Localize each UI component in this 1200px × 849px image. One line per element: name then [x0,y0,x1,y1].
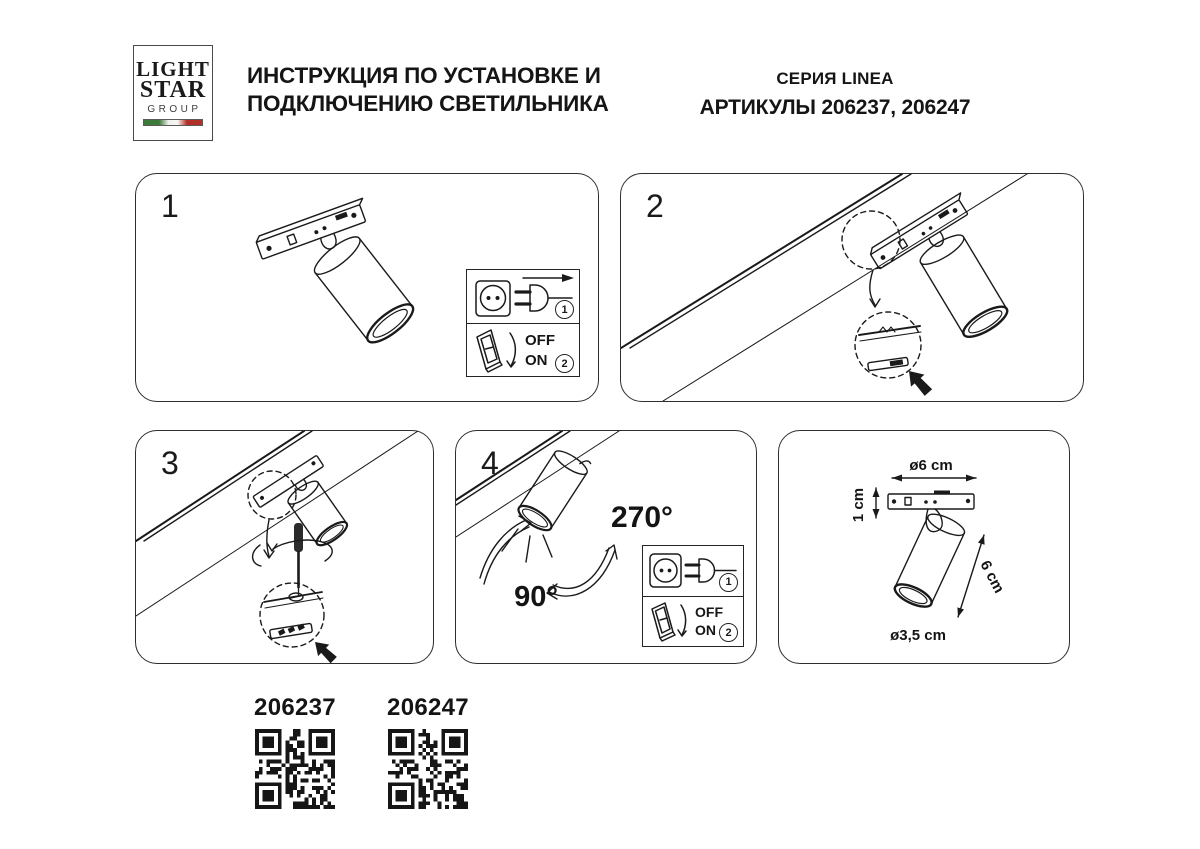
step-3-illustration [136,431,433,663]
light-rays [502,529,552,562]
qr-code [255,729,335,809]
step-2-illustration [621,174,1083,401]
logo-word-light: LIGHT [136,57,210,82]
detail-circle [260,583,324,647]
off-label: OFF [695,604,723,621]
body-diameter-label: ø3,5 cm [890,627,946,644]
step-4-panel [455,430,757,664]
logo-word-group: GROUP [147,103,202,115]
plug-in-step [643,546,743,596]
pointer-arrow [253,520,274,566]
track-rail [621,174,1027,401]
spotlight-body [310,231,419,348]
step-3-panel [135,430,434,664]
step-badge-2: 2 [719,623,738,642]
on-label: ON [695,622,716,639]
article-numbers: АРТИКУЛЫ 206237, 206247 [699,96,971,119]
qr-block-206247 [378,694,478,814]
qr-code [388,729,468,809]
step-2-number: 2 [646,188,664,224]
step-badge-1: 1 [719,573,738,592]
step-2-panel [620,173,1084,402]
track-adapter [255,198,376,272]
rotation-arrow-90 [480,516,531,584]
width-dimension [892,475,976,482]
title-line-2: ПОДКЛЮЧЕНИЮ СВЕТИЛЬНИКА [247,91,609,117]
dimensions-panel [778,430,1070,664]
qr-label: 206237 [254,694,336,721]
step-badge-2: 2 [555,354,574,373]
step-1-panel [135,173,599,402]
rotation-max-label: 270° [610,501,674,534]
step-4-number: 4 [481,445,499,481]
series-name: СЕРИЯ LINEA [776,69,894,88]
press-arrow [309,636,339,663]
step-3-number: 3 [161,445,179,481]
qr-label: 206247 [387,694,469,721]
dimensions-illustration [779,431,1069,663]
focus-circle [842,211,900,269]
rotation-min-label: 90° [514,581,558,613]
logo-word-star: STAR [139,76,207,103]
spotlight-body [892,510,968,611]
lightstar-logo [133,45,213,141]
step-1-number: 1 [161,188,179,224]
power-legend [466,269,580,377]
off-label: OFF [525,332,555,349]
switch-on-step [467,323,579,377]
track-rail [136,431,418,616]
length-dimension [957,535,984,617]
spotlight-body [916,230,1011,342]
step-badge-1: 1 [555,300,574,319]
adapter-height-label: 1 cm [850,487,867,523]
screwdriver [294,523,303,596]
series-header [676,69,994,120]
page-title [247,62,609,118]
italian-flag-stripe [143,119,203,126]
switch-on-step [643,596,743,647]
switch-icon [643,597,695,645]
plug-in-step [467,270,579,323]
pointer-arrow [870,270,880,307]
adapter-width-label: ø6 cm [909,457,953,474]
height-dimension [873,488,880,518]
detail-circle [855,312,921,378]
switch-icon [467,324,525,377]
track-rail [456,431,619,537]
on-label: ON [525,351,548,369]
qr-block-206237 [245,694,345,814]
body-length-label: 6 cm [976,557,1008,596]
power-legend [642,545,744,647]
onoff-labels [525,331,555,370]
title-line-1: ИНСТРУКЦИЯ ПО УСТАНОВКЕ И [247,63,601,88]
press-arrow [902,365,935,399]
